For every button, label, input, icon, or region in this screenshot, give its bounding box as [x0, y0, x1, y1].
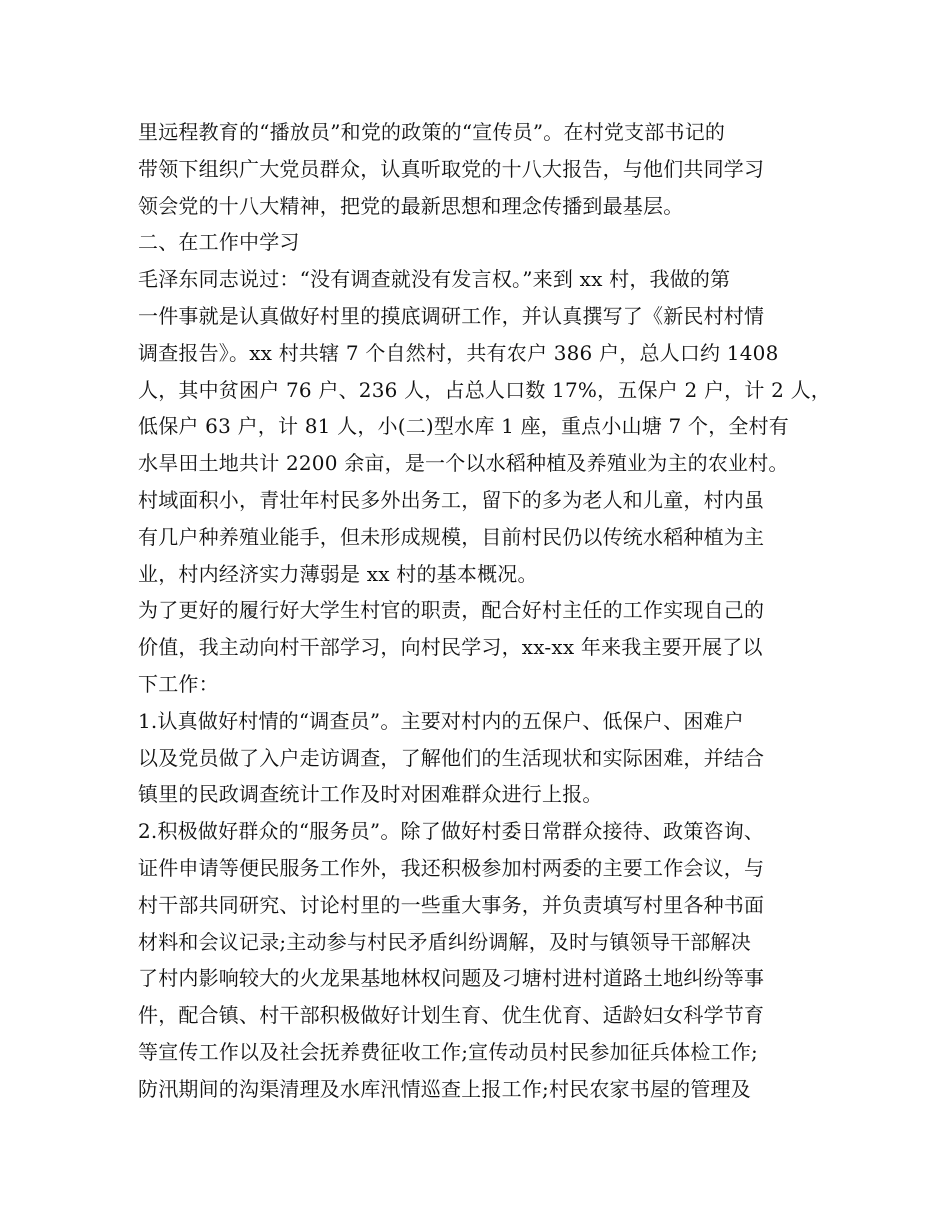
text-line: 水旱田土地共计 2200 余亩，是一个以水稻种植及养殖业为主的农业村。 — [138, 451, 789, 476]
list-item-line: 2.积极做好群众的“服务员”。除了做好村委日常群众接待、政策咨询、 — [138, 819, 765, 844]
text-line: 镇里的民政调查统计工作及时对困难群众进行上报。 — [138, 782, 603, 807]
text-line: 村域面积小，青壮年村民多外出务工，留下的多为老人和儿童，村内虽 — [138, 487, 765, 512]
text-line: 人，其中贫困户 76 户、236 人，占总人口数 17%，五保户 2 户，计 2 人， — [138, 377, 831, 402]
text-line: 里远程教育的“播放员”和党的政策的“宣传员”。在村党支部书记的 — [138, 120, 726, 144]
text-line: 以及党员做了入户走访调查，了解他们的生活现状和实际困难，并结合 — [138, 745, 765, 770]
text-line: 有几户种养殖业能手，但未形成规模，目前村民仍以传统水稻种植为主 — [138, 524, 765, 549]
text-line: 业，村内经济实力薄弱是 xx 村的基本概况。 — [138, 561, 538, 586]
text-line: 证件申请等便民服务工作外，我还积极参加村两委的主要工作会议，与 — [138, 855, 765, 880]
list-item-line: 1.认真做好村情的“调查员”。主要对村内的五保户、低保户、困难户 — [138, 708, 744, 733]
text-line: 低保户 63 户，计 81 人，小(二)型水库 1 座，重点小山塘 7 个，全村有 — [138, 414, 790, 439]
text-line: 了村内影响较大的火龙果基地林权问题及刁塘村进村道路土地纠纷等事 — [138, 966, 765, 991]
text-line: 下工作： — [138, 671, 219, 696]
text-line: 毛泽东同志说过：“没有调查就没有发言权。”来到 xx 村，我做的第 — [138, 267, 731, 292]
text-line: 价值，我主动向村干部学习，向村民学习，xx-xx 年来我主要开展了以 — [138, 635, 763, 660]
document-body — [138, 114, 831, 1108]
text-line: 领会党的十八大精神，把党的最新思想和理念传播到最基层。 — [138, 193, 684, 218]
text-line: 村干部共同研究、讨论村里的一些重大事务，并负责填写村里各种书面 — [138, 892, 765, 917]
text-line: 调查报告》。xx 村共辖 7 个自然村，共有农户 386 户，总人口约 1408 — [138, 340, 779, 365]
section-heading: 二、在工作中学习 — [138, 230, 300, 255]
text-line: 等宣传工作以及社会抚养费征收工作;宣传动员村民参加征兵体检工作; — [138, 1039, 758, 1064]
text-line: 材料和会议记录;主动参与村民矛盾纠纷调解，及时与镇领导干部解决 — [138, 929, 751, 954]
text-line: 件，配合镇、村干部积极做好计划生育、优生优育、适龄妇女科学节育 — [138, 1003, 765, 1028]
text-line: 一件事就是认真做好村里的摸底调研工作，并认真撰写了《新民村村情 — [138, 303, 765, 328]
text-line: 为了更好的履行好大学生村官的职责，配合好村主任的工作实现自己的 — [138, 598, 765, 623]
text-line: 防汛期间的沟渠清理及水库汛情巡查上报工作;村民农家书屋的管理及 — [138, 1076, 751, 1101]
text-line: 带领下组织广大党员群众，认真听取党的十八大报告，与他们共同学习 — [138, 156, 765, 181]
